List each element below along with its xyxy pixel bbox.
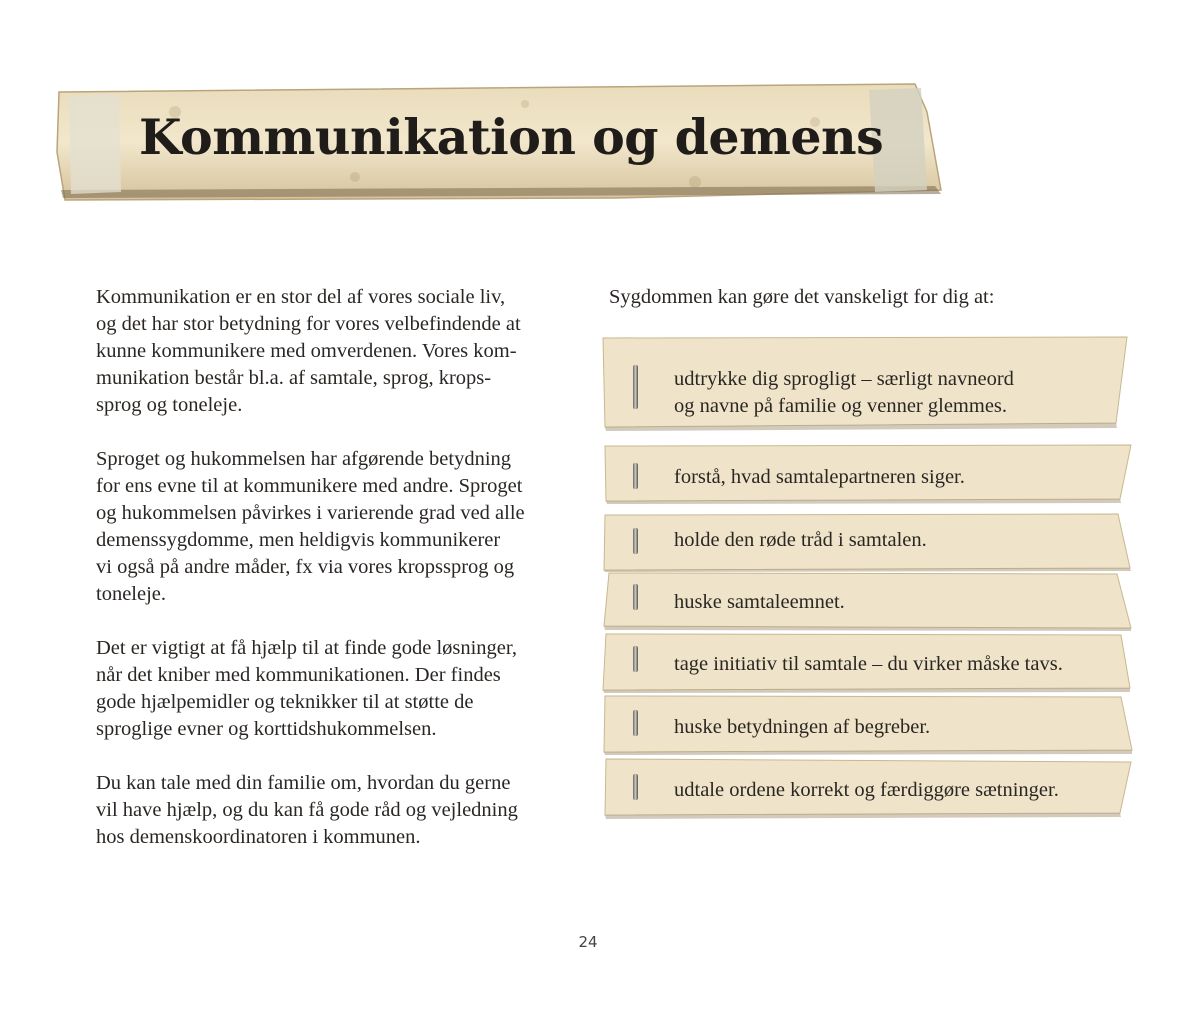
list-item [600,335,1135,431]
text-line: sproglige evner og korttidshukommelsen. [96,718,437,740]
list-item [600,694,1135,756]
text-line: sprog og toneleje. [96,394,243,416]
list-item [600,632,1135,694]
text-line: Det er vigtigt at få hjælp til at finde gode løsninger, [96,637,518,659]
text-line: holde den røde tråd i samtalen. [674,529,927,551]
text-line: toneleje. [96,583,167,605]
text-line: hos demenskoordinatoren i kommunen. [96,826,421,848]
list-item-text [674,464,965,491]
staple-icon [633,584,638,610]
text-line: udtale ordene korrekt og færdiggøre sætninger. [674,779,1059,801]
text-line: kunne kommunikere med omverdenen. Vores kom- [96,340,517,362]
list-item-text [674,651,1063,678]
text-line: og hukommelsen påvirkes i varierende grad ved alle [96,502,525,524]
paragraph [96,284,576,419]
list-item [600,443,1135,505]
staple-icon [633,710,638,736]
text-line: og det har stor betydning for vores velbefindende at [96,313,521,335]
text-line: forstå, hvad samtalepartneren siger. [674,466,965,488]
staple-icon [633,365,638,409]
list-item [600,570,1135,632]
list-item-text [674,589,845,616]
list-item [600,512,1135,572]
staple-icon [633,774,638,800]
body-text [96,284,576,878]
staple-icon [633,646,638,672]
list-item-text [674,714,930,741]
title-banner [55,82,945,202]
list-intro: Sygdommen kan gøre det vanskeligt for dig at: [609,286,995,308]
text-line: vi også på andre måder, fx via vores kropssprog og [96,556,515,578]
text-line: Sproget og hukommelsen har afgørende betydning [96,448,512,470]
text-line: gode hjælpemidler og teknikker til at støtte de [96,691,474,713]
list-item-text [674,366,1014,420]
text-line: huske samtaleemnet. [674,591,845,613]
text-line: huske betydningen af begreber. [674,716,931,738]
text-line: Kommunikation er en stor del af vores sociale liv, [96,286,506,308]
text-line: munikation består bl.a. af samtale, sprog, krops- [96,367,492,389]
page-number: 24 [578,933,598,951]
paragraph [96,770,576,851]
text-line: udtrykke dig sprogligt – særligt navneord [674,368,1014,390]
paragraph [96,446,576,608]
list-item [600,757,1135,821]
text-line: Du kan tale med din familie om, hvordan du gerne [96,772,511,794]
text-line: demenssygdomme, men heldigvis kommunikerer [96,529,501,551]
paragraph [96,635,576,743]
text-line: og navne på familie og venner glemmes. [674,395,1008,417]
text-line: når det kniber med kommunikationen. Der findes [96,664,501,686]
text-line: for ens evne til at kommunikere med andre. Sproget [96,475,523,497]
page-title: Kommunikation og demens [139,108,884,166]
staple-icon [633,463,638,489]
text-line: tage initiativ til samtale – du virker måske tavs. [674,653,1063,675]
list-item-text [674,777,1059,804]
text-line: vil have hjælp, og du kan få gode råd og vejledning [96,799,518,821]
staple-icon [633,528,638,554]
list-item-text [674,527,927,554]
